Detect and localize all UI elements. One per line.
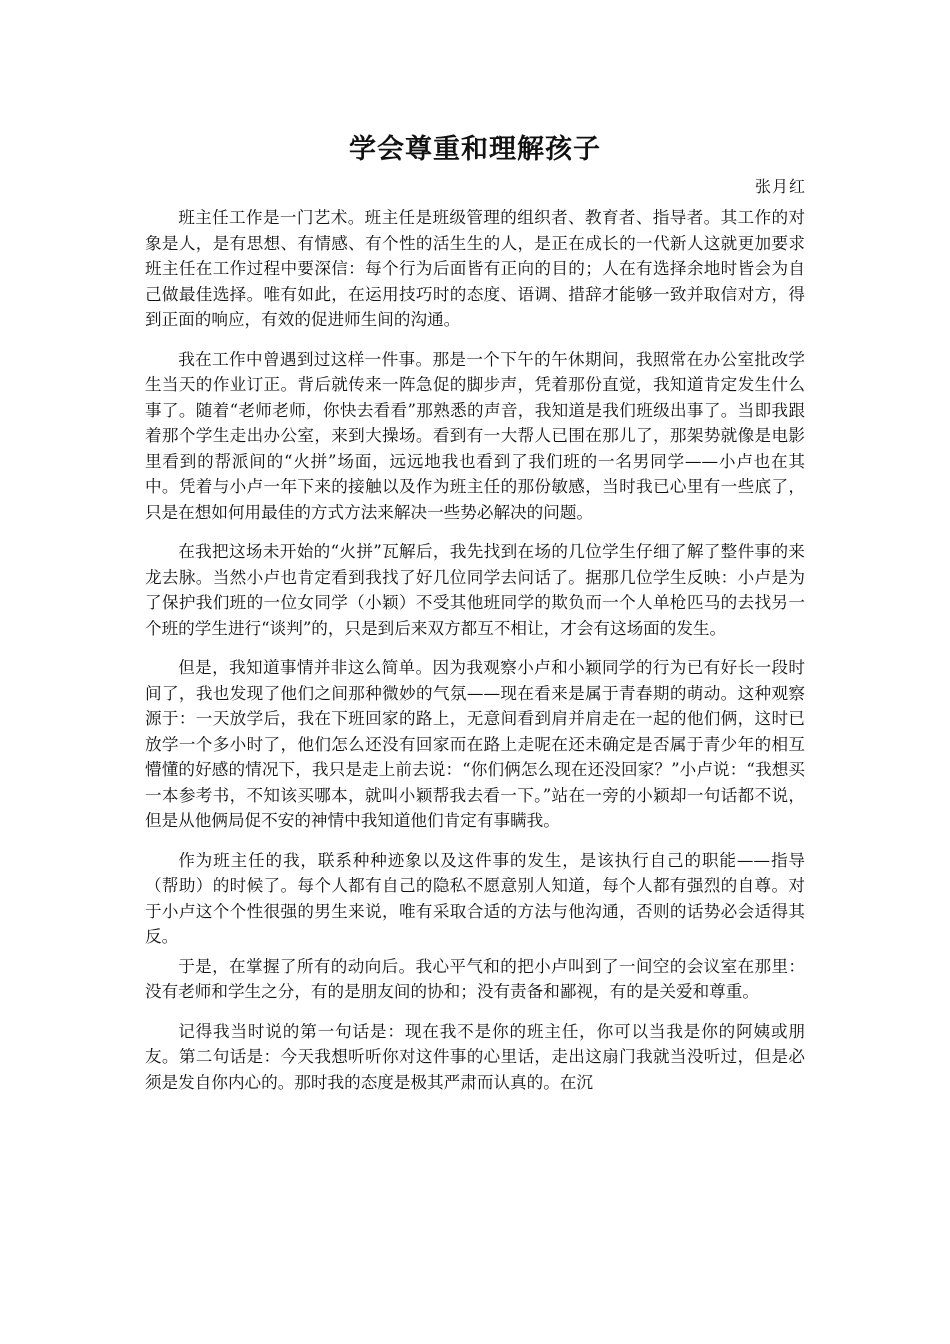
document-title: 学会尊重和理解孩子 [349, 134, 601, 165]
paragraph-3: 在我把这场未开始的“火拼”瓦解后，我先找到在场的几位学生仔细了解了整件事的来龙去脉。当然小卢也肯定看到我找了好几位同学去问话了。据那几位学生反映：小卢是为了保护我们班的一位女同学（小颖）不受其他班同学的欺负而一个人单枪匹马的去找另一个班的学生进行“谈判”的，只是到后来双方都互不相让，才会有这场面的发生。 [145, 542, 805, 638]
paragraph-1: 班主任工作是一门艺术。班主任是班级管理的组织者、教育者、指导者。其工作的对象是人，是有思想、有情感、有个性的活生生的人，是正在成长的一代新人这就更加要求班主任在工作过程中要深信：每个行为后面皆有正向的目的；人在有选择余地时皆会为自己做最佳选择。唯有如此，在运用技巧时的态度、语调、措辞才能够一致并取信对方，得到正面的响应，有效的促进师生间的沟通。 [145, 208, 805, 329]
paragraph-6: 于是，在掌握了所有的动向后。我心平气和的把小卢叫到了一间空的会议室在那里：没有老师和学生之分，有的是朋友间的协和；没有责备和鄙视，有的是关爱和尊重。 [145, 956, 805, 1001]
author-name: 张月红 [754, 177, 806, 196]
document-body [145, 205, 805, 1095]
paragraph-5: 作为班主任的我，联系种种迹象以及这件事的发生，是该执行自己的职能——指导（帮助）的时候了。每个人都有自己的隐私不愿意别人知道，每个人都有强烈的自尊。对于小卢这个个性很强的男生来说，唯有采取合适的方法与他沟通，否则的话势必会适得其反。 [145, 850, 805, 946]
paragraph-4: 但是，我知道事情并非这么简单。因为我观察小卢和小颖同学的行为已有好长一段时间了，我也发现了他们之间那种微妙的气氛——现在看来是属于青春期的萌动。这种观察源于：一天放学后，我在下班回家的路上，无意间看到肩并肩走在一起的他们俩，这时已放学一个多小时了，他们怎么还没有回家而在路上走呢在还未确定是否属于青少年的相互懵懂的好感的情况下，我只是走上前去说：“你们俩怎么现在还没回家？”小卢说：“我想买一本参考书，不知该买哪本，就叫小颖帮我去看一下。”站在一旁的小颖却一句话都不说，但是从他俩局促不安的神情中我知道他们肯定有事瞒我。 [145, 658, 805, 830]
paragraph-2: 我在工作中曾遇到过这样一件事。那是一个下午的午休期间，我照常在办公室批改学生当天的作业订正。背后就传来一阵急促的脚步声，凭着那份直觉，我知道肯定发生什么事了。随着“老师老师，你快去看看”那熟悉的声音，我知道是我们班级出事了。当即我跟着那个学生走出办公室，来到大操场。看到有一大帮人已围在那儿了，那架势就像是电影里看到的帮派间的“火拼”场面，远远地我也看到了我们班的一名男同学——小卢也在其中。凭着与小卢一年下来的接触以及作为班主任的那份敏感，当时我已心里有一些底了，只是在想如何用最佳的方式方法来解决一些势必解决的问题。 [145, 349, 805, 522]
paragraph-7: 记得我当时说的第一句话是：现在我不是你的班主任，你可以当我是你的阿姨或朋友。第二句话是：今天我想听听你对这件事的心里话，走出这扇门我就当没听过，但是必须是发自你内心的。那时我的态度是极其严肃而认真的。在沉 [145, 1021, 805, 1092]
